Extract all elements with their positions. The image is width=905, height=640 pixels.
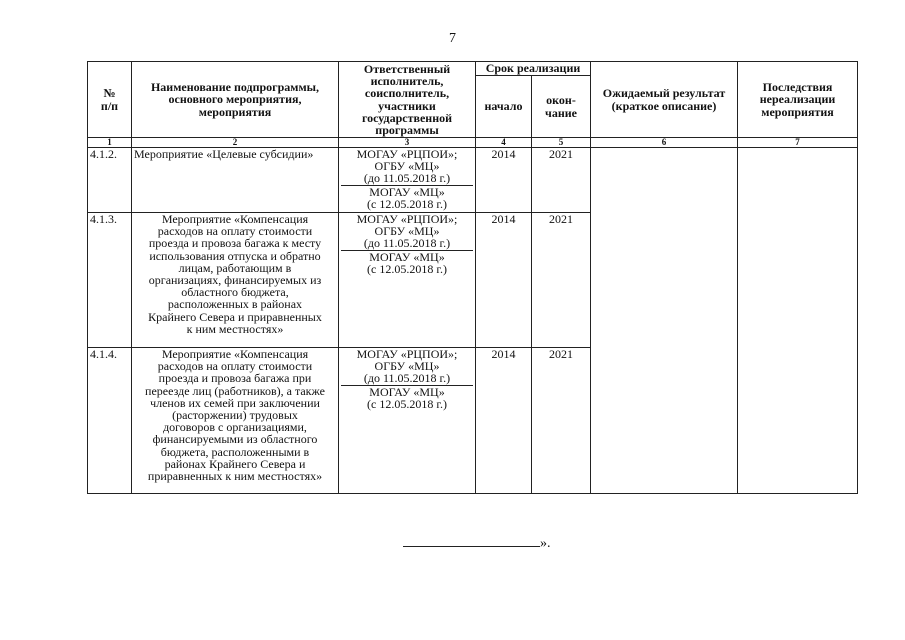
closing-line (403, 534, 551, 552)
column-number: 4 (476, 138, 532, 148)
page-number: 7 (449, 31, 456, 46)
executor-before: МОГАУ «РЦПОИ»; ОГБУ «МЦ» (до 11.05.2018 г.) (356, 347, 458, 386)
executor-after: МОГАУ «МЦ» (с 12.05.2018 г.) (341, 185, 473, 210)
row-start: 2014 (476, 213, 532, 348)
executor-after: МОГАУ «МЦ» (с 12.05.2018 г.) (341, 385, 473, 410)
row-start: 2014 (476, 348, 532, 494)
executor-before: МОГАУ «РЦПОИ»; ОГБУ «МЦ» (до 11.05.2018 г.) (356, 147, 458, 186)
blank-underline (403, 534, 540, 547)
executor-after: МОГАУ «МЦ» (с 12.05.2018 г.) (341, 250, 473, 275)
header-number: № п/п (88, 62, 132, 138)
row-name: Мероприятие «Целевые субсидии» (132, 148, 339, 213)
row-executor (339, 348, 476, 494)
header-consequence: Последствия нереализации мероприятия (738, 62, 858, 138)
column-number: 7 (738, 138, 858, 148)
column-number-row (88, 138, 858, 148)
column-number: 6 (591, 138, 738, 148)
row-start: 2014 (476, 148, 532, 213)
header-period: Срок реализации (476, 62, 591, 76)
row-name: Мероприятие «Компенсация расходов на оплату стоимости проезда и провоза багажа к месту использования отпуска и обратно лицам, работающим в организациях, финансируемых из областного бюджета, расположенных в районах Крайнего Севера и приравненных к ним местностях» (132, 213, 339, 348)
column-number: 1 (88, 138, 132, 148)
row-result (591, 148, 738, 494)
row-number: 4.1.3. (88, 213, 132, 348)
measures-table (87, 61, 858, 494)
row-number: 4.1.4. (88, 348, 132, 494)
row-name: Мероприятие «Компенсация расходов на оплату стоимости проезда и провоза багажа при переезде лиц (работников), а также членов их семей при заключении (расторжении) трудовых договоров с организациями, финансируемыми из областного бюджета, расположенными в районах Крайнего Севера и приравненных к ним местностях» (132, 348, 339, 494)
header-executor: Ответственный исполнитель, соисполнитель, участники государственной программы (339, 62, 476, 138)
executor-before: МОГАУ «РЦПОИ»; ОГБУ «МЦ» (до 11.05.2018 г.) (356, 212, 458, 251)
table-row (88, 148, 858, 213)
row-end: 2021 (532, 148, 591, 213)
row-end: 2021 (532, 348, 591, 494)
column-number: 5 (532, 138, 591, 148)
header-result: Ожидаемый результат (краткое описание) (591, 62, 738, 138)
row-executor (339, 148, 476, 213)
column-number: 2 (132, 138, 339, 148)
row-consequence (738, 148, 858, 494)
row-executor (339, 213, 476, 348)
row-end: 2021 (532, 213, 591, 348)
row-number: 4.1.2. (88, 148, 132, 213)
header-start: начало (476, 76, 532, 138)
closing-mark: ». (540, 536, 551, 551)
header-row (88, 62, 858, 76)
header-name: Наименование подпрограммы, основного мероприятия, мероприятия (132, 62, 339, 138)
column-number: 3 (339, 138, 476, 148)
header-end: окон- чание (532, 76, 591, 138)
